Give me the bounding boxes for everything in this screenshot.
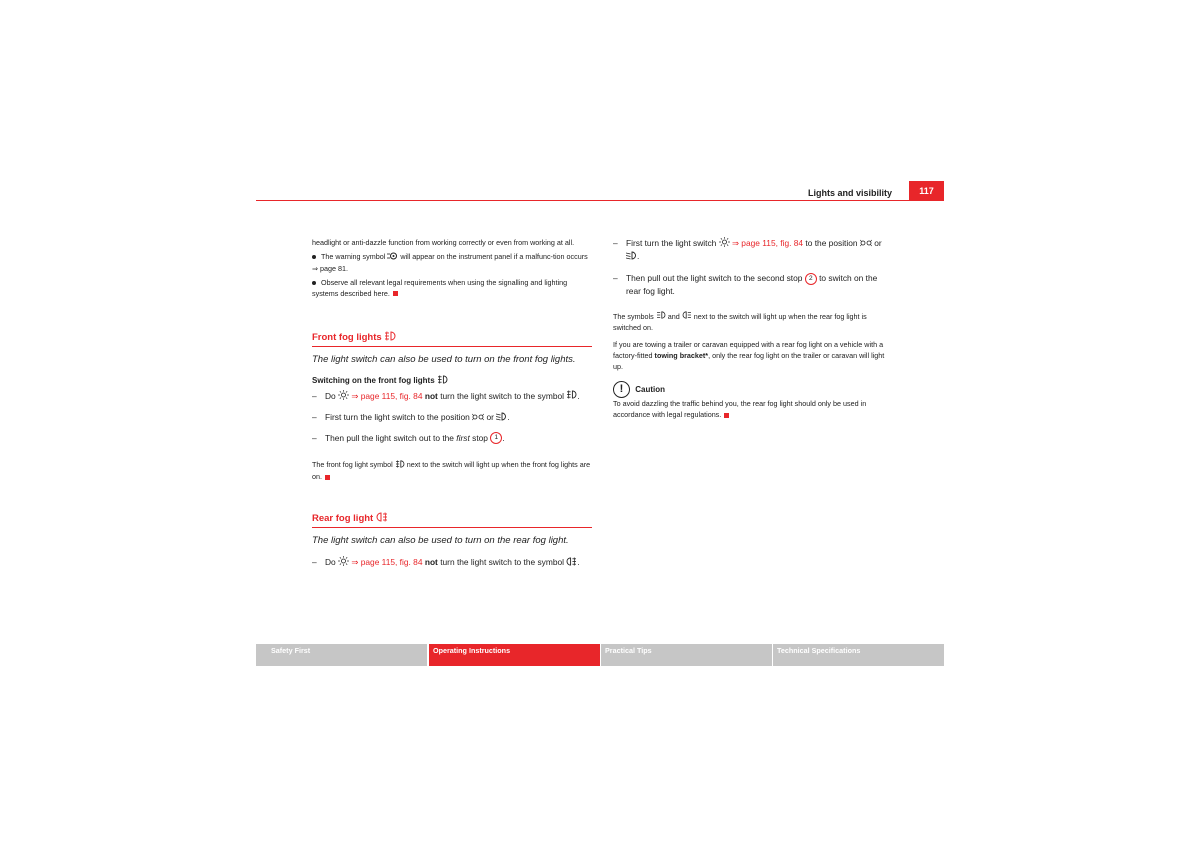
step-first-turn-switch: – First turn the light switch ⇒ page 115, fig. 84 to the position or . (613, 238, 882, 262)
section-intro: The light switch can also be used to turn on the rear fog light. (312, 535, 569, 547)
front-fog-light-icon (566, 390, 577, 402)
towing-note: If you are towing a trailer or caravan equipped with a rear fog light on a vehicle with a factory-fitted towing bracket*, only the rear fog light on the trailer or caravan will light up. (613, 340, 885, 372)
caution-icon: ! (613, 381, 630, 398)
right-column (613, 237, 893, 420)
low-beam-icon (626, 251, 637, 263)
subheading-switching-on: Switching on the front fog lights (312, 375, 592, 387)
front-fog-light-icon (656, 311, 666, 322)
front-fog-light-icon (384, 331, 396, 344)
step-first-turn-position: – First turn the light switch to the position or . (312, 411, 510, 422)
rear-fog-light-icon (376, 512, 388, 525)
paragraph-continued: headlight or anti-dazzle function from working correctly or even from working at all. (312, 238, 575, 247)
headlight-warning-icon (387, 252, 398, 263)
front-fog-note: The front fog light symbol next to the switch will light up when the front fog lights are on. (312, 460, 591, 482)
footer-tab-operating-instructions[interactable]: Operating Instructions (429, 644, 600, 666)
callout-number: 1 (490, 432, 502, 444)
front-fog-light-icon (395, 460, 405, 471)
bullet-dot (312, 255, 316, 259)
page-header-title: Lights and visibility (807, 188, 892, 198)
page-reference-link[interactable]: ⇒ page 115, fig. 84 (351, 557, 423, 568)
sun-off-icon (338, 556, 349, 569)
section-title-front-fog-lights: Front fog lights (312, 331, 592, 347)
side-lights-icon (472, 412, 484, 424)
section-title-rear-fog-light: Rear fog light (312, 512, 592, 528)
step-do-not-turn-rear: – Do ⇒ page 115, fig. 84 not turn the light switch to the symbol . (312, 556, 592, 569)
step-pull-second-stop: – Then pull out the light switch to the second stop 2 to switch on the rear fog light. (613, 273, 878, 296)
section-intro: The light switch can also be used to turn on the front fog lights. (312, 353, 576, 365)
end-of-section-mark (393, 291, 398, 296)
left-column (312, 237, 592, 569)
page-reference-link[interactable]: ⇒ page 115, fig. 84 (731, 238, 804, 248)
page-number: 117 (909, 181, 944, 201)
footer-tab-technical-specifications[interactable]: Technical Specifications (773, 644, 944, 666)
step-pull-first-stop: – Then pull the light switch out to the first stop 1 . (312, 432, 505, 443)
bullet-warning-symbol: The warning symbol will appear on the instrument panel if a malfunc-tion occurs ⇒ page 81. (312, 252, 588, 273)
footer-tab-practical-tips[interactable]: Practical Tips (601, 644, 772, 666)
callout-number: 2 (805, 273, 817, 285)
header-rule (256, 200, 944, 201)
side-lights-icon (860, 238, 872, 250)
caution-text: To avoid dazzling the traffic behind you, the rear fog light should only be used in accordance with legal regulations. (613, 399, 867, 420)
page-reference-link[interactable]: ⇒ page 115, fig. 84 (351, 390, 423, 401)
caution-heading: ! Caution (613, 381, 893, 398)
end-of-section-mark (724, 413, 729, 418)
rear-fog-symbols-note: The symbols and next to the switch will light up when the rear fog light is switched on. (613, 311, 867, 333)
low-beam-icon (496, 412, 507, 424)
rear-fog-light-icon (566, 557, 577, 569)
sun-off-icon (338, 390, 349, 403)
step-do-not-turn-front: – Do ⇒ page 115, fig. 84 not turn the light switch to the symbol . (312, 390, 592, 403)
front-fog-light-icon (437, 375, 448, 387)
sun-off-icon (719, 237, 730, 250)
footer-tab-safety-first[interactable]: Safety First (256, 644, 427, 666)
end-of-section-mark (325, 475, 330, 480)
bullet-dot (312, 281, 316, 285)
bullet-legal-requirements: Observe all relevant legal requirements when using the signalling and lighting systems described here. (312, 277, 568, 298)
rear-fog-light-icon (682, 311, 692, 322)
